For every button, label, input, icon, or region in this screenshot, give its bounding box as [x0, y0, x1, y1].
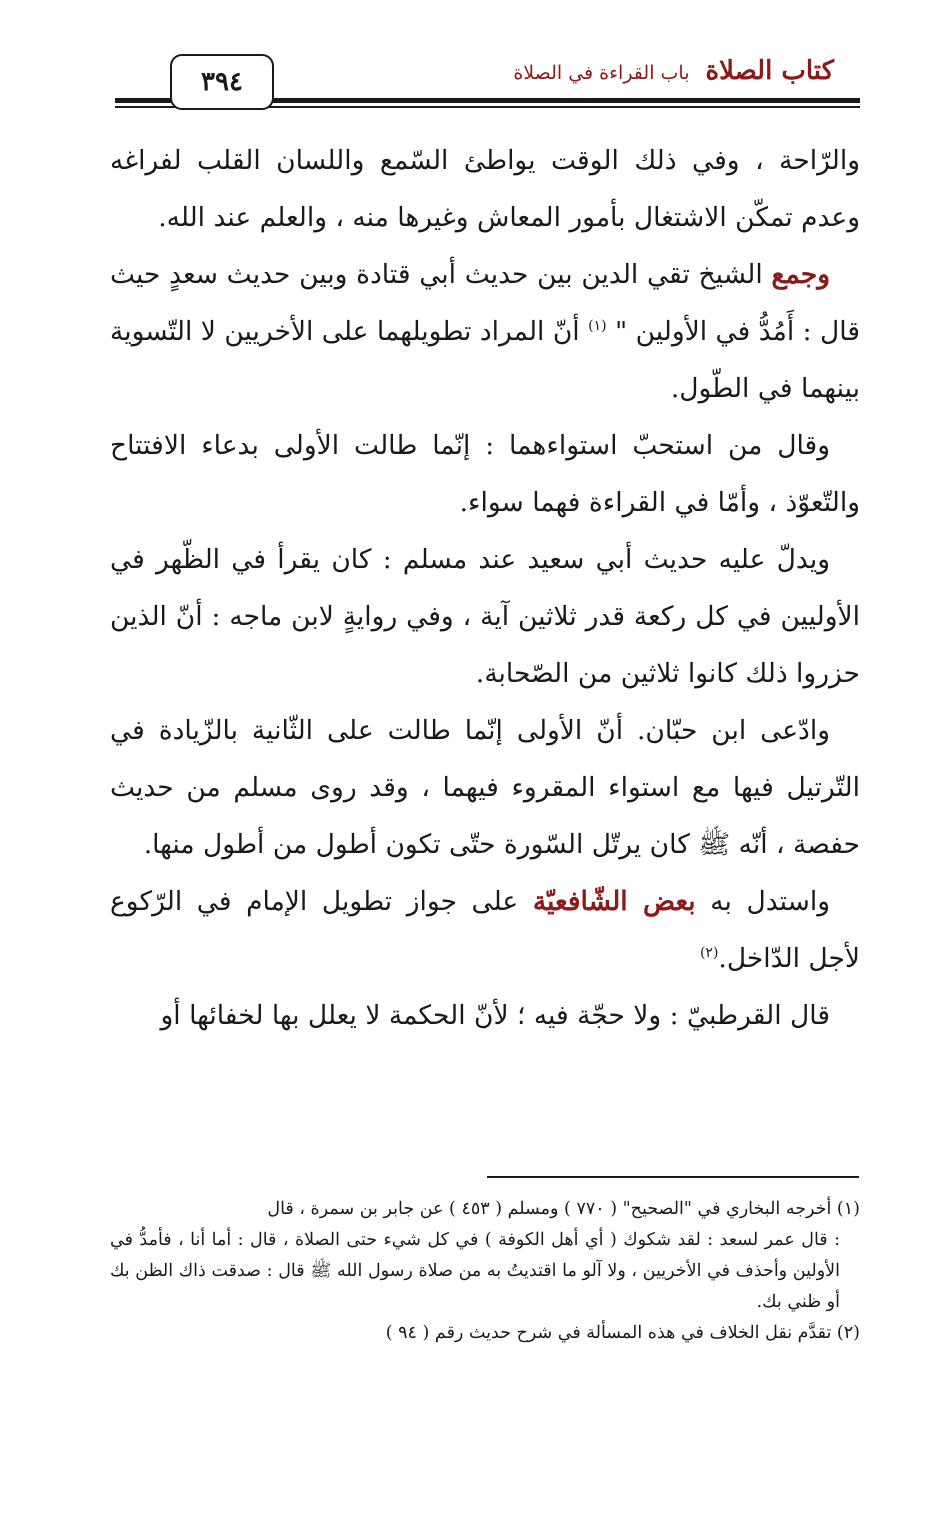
book-title: كتاب الصلاة: [705, 56, 834, 86]
paragraph-6-text-b: على جواز تطويل الإمام في الرّكوع لأجل الدّاخل.: [110, 886, 860, 974]
footnote-separator: [487, 1176, 859, 1178]
paragraph-1: والرّاحة ، وفي ذلك الوقت يواطئ السّمع واللسان القلب لفراغه وعدم تمكّن الاشتغال بأمور المعاش وغيرها منه ، والعلم عند الله.: [110, 145, 860, 233]
paragraph-4: ويدلّ عليه حديث أبي سعيد عند مسلم : كان يقرأ في الظّهر في الأوليين في كل ركعة قدر ثلاثين آية ، وفي روايةٍ لابن ماجه : أنّ الذين حزروا ذلك كانوا ثلاثين من الصّحابة.: [110, 544, 860, 689]
paragraph-3: وقال من استحبّ استواءهما : إنّما طالت الأولى بدعاء الافتتاح والتّعوّذ ، وأمّا في القراءة فهما سواء.: [110, 430, 860, 518]
page-header: [115, 40, 860, 112]
paragraph-6: [110, 873, 860, 987]
highlight-word: وجمع: [771, 259, 830, 290]
page-number: ٣٩٤: [170, 54, 274, 110]
paragraph-5: وادّعى ابن حبّان. أنّ الأولى إنّما طالت على الثّانية بالزّيادة في التّرتيل فيها مع استواء المقروء فيهما ، وقد روى مسلم من حديث حفصة ، أنّه ﷺ كان يرتّل السّورة حتّى تكون أطول من أطول منها.: [110, 715, 860, 860]
highlight-phrase: بعض الشّافعيّة: [532, 886, 696, 917]
footnote-ref-2[interactable]: (٢): [699, 945, 719, 962]
paragraph-6-text-a: واستدل به: [695, 886, 830, 917]
footnote-1-line-1: (١) أخرجه البخاري في "الصحيح" ( ٧٧٠ ) ومسلم ( ٤٥٣ ) عن جابر بن سمرة ، قال: [267, 1199, 860, 1219]
footnote-1-continuation: : قال عمر لسعد : لقد شكوك ( أي أهل الكوفة ) في كل شيء حتى الصلاة ، قال : أما أنا ، فأمدُّ في الأولين وأحذف في الأخريين ، ولا آلو ما اقتديتُ به من صلاة رسول الله ﷺ قال : صدقت ذاك الظن بك أو ظني بك.: [110, 1230, 840, 1312]
running-title: [513, 56, 834, 86]
main-text: [110, 132, 860, 1044]
paragraph-2: [110, 246, 860, 417]
chapter-title: باب القراءة في الصلاة: [513, 62, 690, 84]
footnote-2: (٢) تقدَّم نقل الخلاف في هذه المسألة في شرح حديث رقم ( ٩٤ ): [385, 1323, 860, 1343]
footnote-ref-1[interactable]: (١): [588, 318, 607, 335]
paragraph-7: قال القرطبيّ : ولا حجّة فيه ؛ لأنّ الحكمة لا يعلل بها لخفائها أو: [160, 1000, 830, 1031]
footnotes: [110, 1194, 860, 1349]
paragraph-2-text-b: أنّ المراد تطويلهما على الأخريين لا التّسوية بينهما في الطّول.: [110, 316, 860, 404]
paragraph-2-text-a: الشيخ تقي الدين بين حديث أبي قتادة وبين حديث سعدٍ حيث قال : أَمُدُّ في الأولين ": [110, 259, 860, 347]
